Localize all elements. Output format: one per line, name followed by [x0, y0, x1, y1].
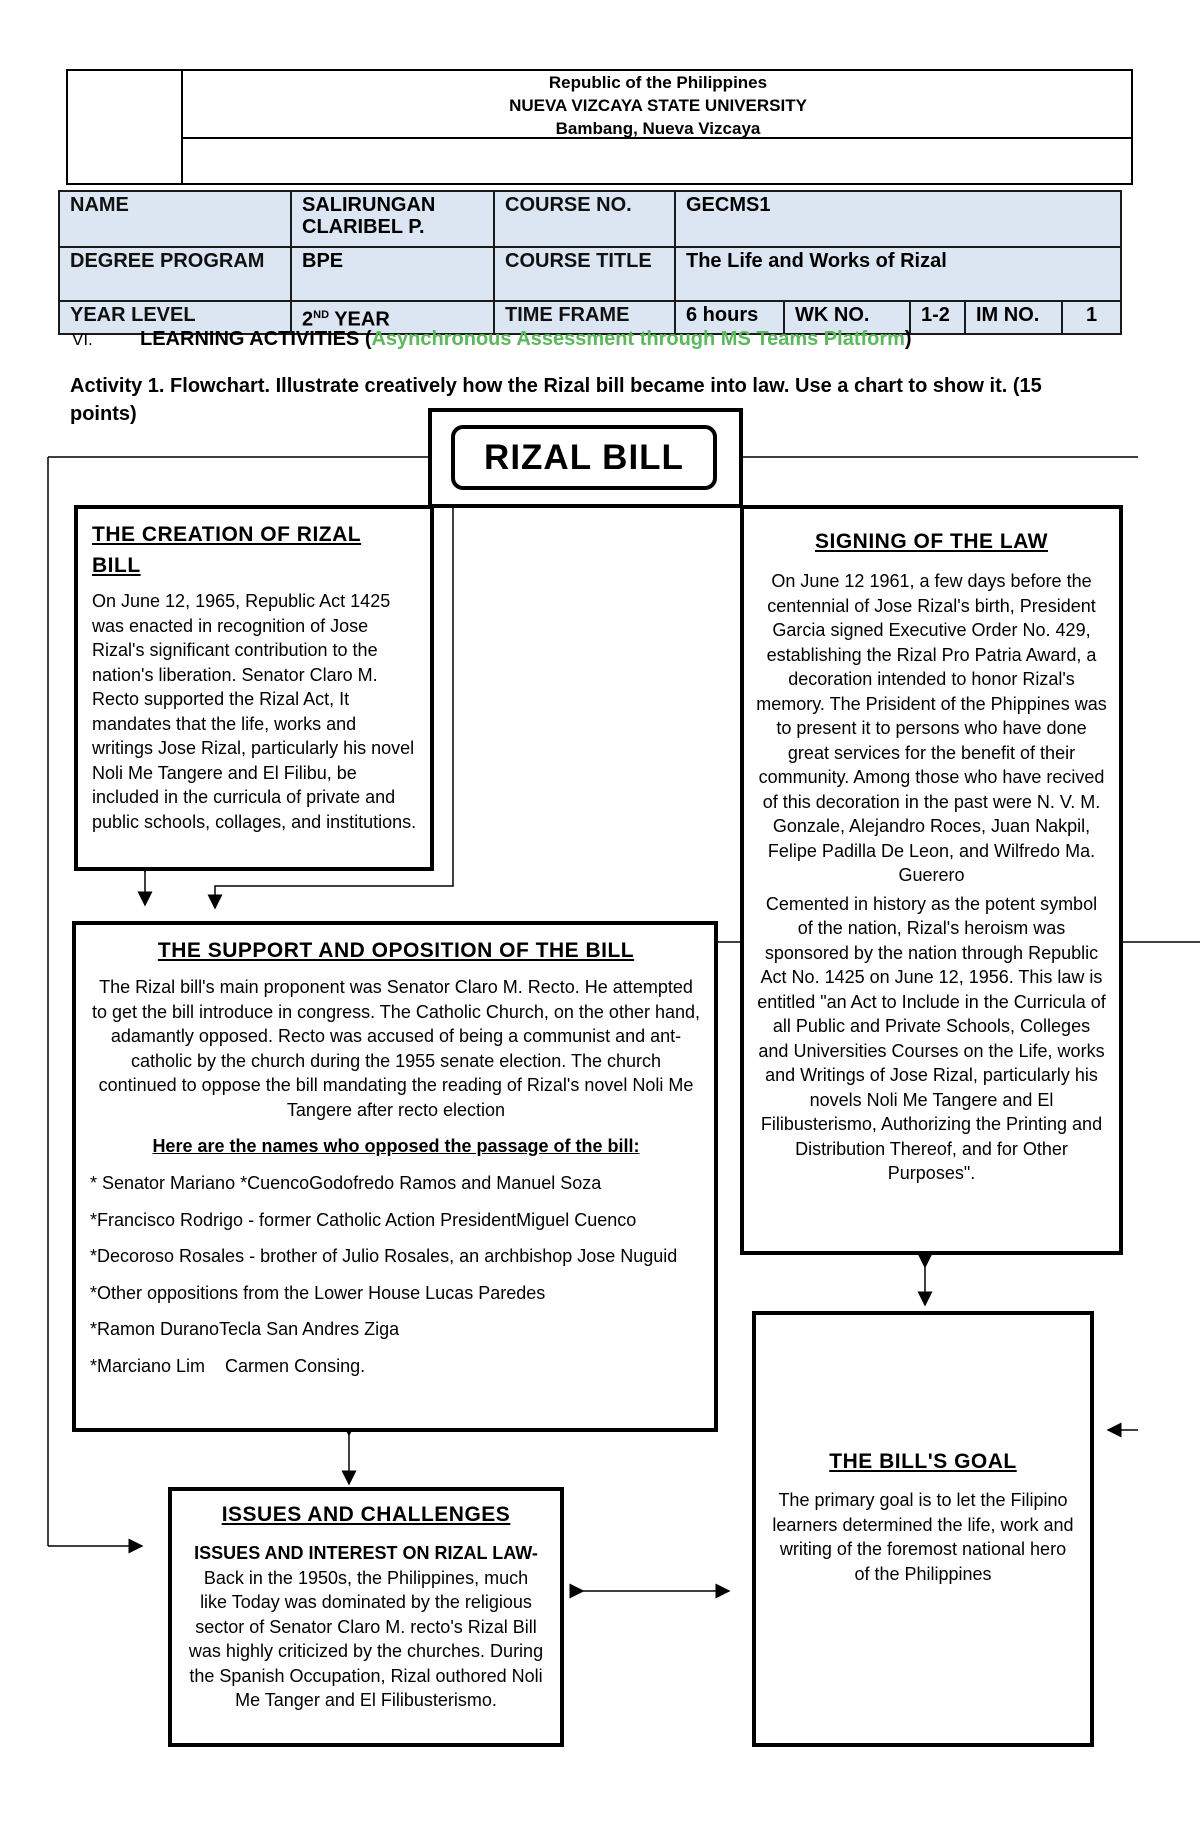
issues-title: ISSUES AND CHALLENGES: [221, 1503, 511, 1526]
creation-body: On June 12, 1965, Republic Act 1425 was enacted in recognition of Jose Rizal's significant contribution to the nation's liberation. Senator Claro M. Recto supported the Rizal Act, It mandates that the life, works and writings Jose Rizal, particularly his novel Noli Me Tangere and El Filibu, be included in the curricula of private and public schools, collages, and institutions.: [92, 591, 417, 832]
creation-box: [74, 505, 434, 871]
republic-line: Republic of the Philippines: [548, 73, 768, 92]
degree-label: DEGREE PROGRAM: [59, 247, 291, 301]
signing-body-1: On June 12 1961, a few days before the centennial of Jose Rizal's birth, President Garcia signed Executive Order No. 429, establishing the Rizal Pro Patria Award, a decoration intended to honor Rizal's memory. The Prisident of the Phippines was to present it to persons who have done great services for the benefit of their community. Among those who have recived of this decoration in the past were N. V. M. Gonzale, Alejandro Roces, Juan Nakpil, Felipe Padilla De Leon, and Wilfredo Ma. Guerero: [756, 571, 1107, 885]
campus-location: Bambang, Nueva Vizcaya: [555, 119, 761, 138]
course-title-value: The Life and Works of Rizal: [675, 247, 1121, 301]
course-no-label: COURSE NO.: [494, 191, 675, 247]
creation-title: THE CREATION OF RIZAL BILL: [92, 523, 362, 577]
course-no-value: GECMS1: [675, 191, 1121, 247]
signing-box: [740, 505, 1123, 1255]
section-number: VI.: [72, 330, 93, 349]
support-opposition-box: [72, 921, 718, 1432]
year-level-value: 2ND YEAR: [291, 301, 494, 334]
goal-title: THE BILL'S GOAL: [829, 1450, 1017, 1473]
activity-instruction: Activity 1. Flowchart. Illustrate creatively how the Rizal bill became into law. Use a chart to show it. (15 points): [70, 375, 1042, 425]
goal-body: The primary goal is to let the Filipino learners determined the life, work and writing of the foremost national hero of the Philippines: [772, 1490, 1074, 1584]
time-frame-value: 6 hours: [675, 301, 784, 334]
degree-value: BPE: [291, 247, 494, 301]
course-title-label: COURSE TITLE: [494, 247, 675, 301]
support-body: The Rizal bill's main proponent was Senator Claro M. Recto. He attempted to get the bill introduce in congress. The Catholic Church, on the other hand, adamantly opposed. Recto was accused of being a communist and ant-catholic by the church during the 1955 senate election. The church continued to oppose the bill mandating the reading of Rizal's novel Noli Me Tangere after recto election: [91, 977, 701, 1120]
im-label: IM NO.: [965, 301, 1062, 334]
time-frame-label: TIME FRAME: [494, 301, 675, 334]
opposer-item: *Ramon DuranoTecla San Andres Ziga: [90, 1319, 400, 1339]
section-subtitle: Asynchronous Assessment through MS Teams Platform: [371, 328, 905, 350]
opposers-heading: Here are the names who opposed the passage of the bill:: [152, 1136, 640, 1156]
university-name: NUEVA VIZCAYA STATE UNIVERSITY: [509, 96, 807, 115]
opposer-item: *Francisco Rodrigo - former Catholic Action PresidentMiguel Cuenco: [90, 1209, 637, 1230]
support-title: THE SUPPORT AND OPOSITION OF THE BILL: [157, 939, 635, 962]
opposer-item: *Other oppositions from the Lower House Lucas Paredes: [90, 1282, 546, 1303]
opposer-item: *Marciano Lim Carmen Consing.: [90, 1355, 366, 1376]
issues-body: ISSUES AND INTEREST ON RIZAL LAW- Back in the 1950s, the Philippines, much like Today was dominated by the religious sector of Senator Claro M. recto's Rizal Bill was highly criticized by the churches. During the Spanish Occupation, Rizal outhored Noli Me Tanger and El Filibusterismo.: [188, 1543, 544, 1710]
opposer-item: * Senator Mariano *CuencoGodofredo Ramos and Manuel Soza: [90, 1173, 602, 1193]
name-value: SALIRUNGAN CLARIBEL P.: [291, 191, 494, 247]
im-value: 1: [1062, 301, 1121, 334]
year-level-label: YEAR LEVEL: [59, 301, 291, 334]
rizal-bill-title: RIZAL BILL: [451, 425, 717, 490]
issues-box: [168, 1487, 564, 1747]
goal-box: [752, 1311, 1094, 1747]
section-title: LEARNING ACTIVITIES (Asynchronous Assessment through MS Teams Platform): [140, 328, 912, 350]
week-label: WK NO.: [784, 301, 910, 334]
week-value: 1-2: [910, 301, 965, 334]
signing-title: SIGNING OF THE LAW: [815, 530, 1048, 553]
opposers-list: [90, 1171, 702, 1378]
name-label: NAME: [59, 191, 291, 247]
signing-body-2: Cemented in history as the potent symbol of the nation, Rizal's heroism was sponsored by the nation through Republic Act No. 1425 on June 12, 1956. This law is entitled "an Act to Include in the Curricula of all Public and Private Schools, Colleges and Universities Courses on the Life, works and Writings of Jose Rizal, particularly his novels Noli Me Tangere and El Filibusterismo, Authorizing the Printing and Distribution Thereof, and for Other Purposes".: [757, 893, 1106, 1183]
opposer-item: *Decoroso Rosales - brother of Julio Rosales, an archbishop Jose Nuguid: [90, 1246, 678, 1266]
